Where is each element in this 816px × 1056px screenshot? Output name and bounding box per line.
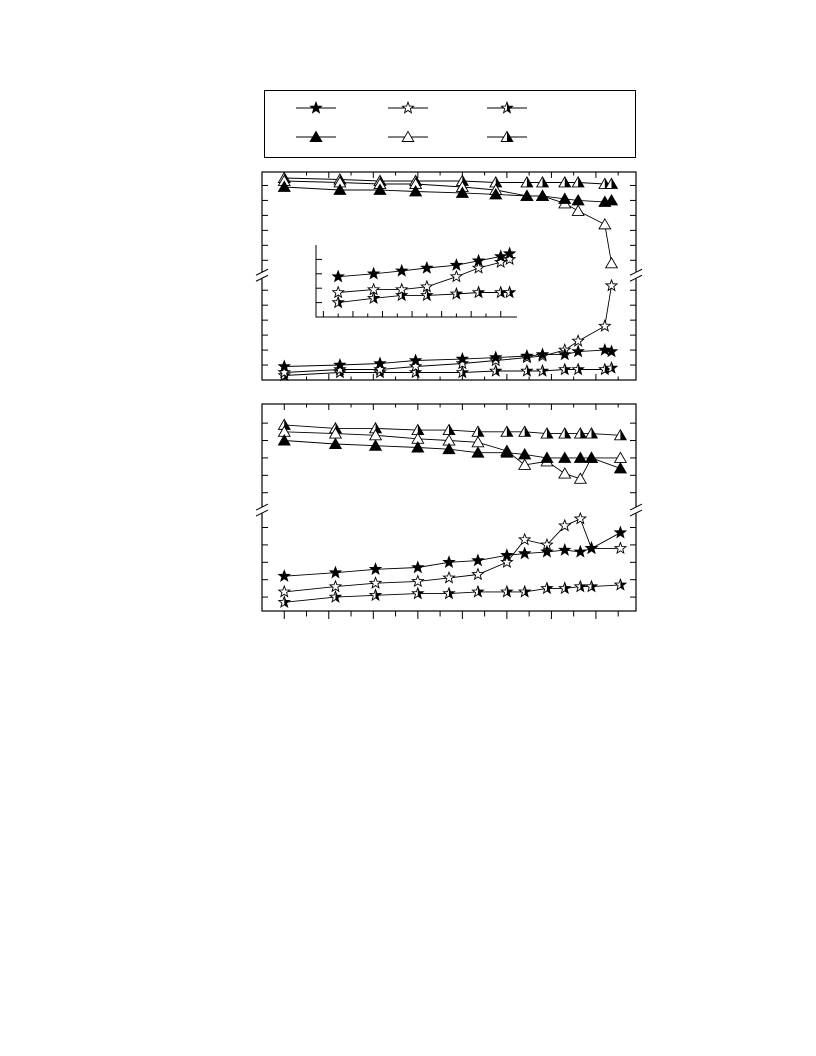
star-marker [541,546,552,556]
data-point-star-open [615,543,626,553]
star-marker [368,268,379,278]
data-point-star-filled [370,563,381,573]
triangle-marker [586,452,598,462]
data-point-star-half [537,365,548,375]
star-marker [451,259,462,269]
data-point-triangle-open [572,205,584,215]
legend-entry-triangle-filled [296,131,336,141]
legend-frame [265,91,636,158]
star-marker [443,556,454,567]
data-point-star-half [490,365,501,375]
data-point-triangle-filled [559,452,571,462]
data-point-star-filled [559,349,570,359]
data-point-star-open [412,576,423,586]
data-point-star-filled [330,567,341,577]
legend [265,91,636,158]
star-marker [573,346,584,356]
triangle-marker [606,195,618,205]
data-point-star-half [586,581,597,591]
triangle-marker [537,190,549,200]
triangle-marker [402,131,414,141]
data-point-star-open [575,513,586,523]
series-markers-star-open [279,513,626,597]
star-marker [279,586,290,596]
data-point-triangle-half [559,428,571,438]
data-point-star-open [606,280,617,290]
star-marker [615,543,626,553]
data-point-star-half [421,290,432,300]
data-point-triangle-filled [575,452,587,462]
data-point-triangle-open [615,452,627,462]
data-point-star-open [599,320,610,330]
data-point-star-filled [559,544,570,554]
data-point-triangle-half [519,426,531,436]
data-point-star-half [451,288,462,298]
data-point-star-filled [421,262,432,272]
data-point-triangle-open [575,473,587,483]
data-point-star-filled [443,556,454,567]
data-point-triangle-half [501,131,513,141]
series-markers-star-filled [333,248,515,282]
data-point-triangle-half [537,177,549,187]
data-point-star-half [495,287,506,297]
data-point-triangle-half [559,177,571,187]
data-point-star-half [412,588,423,598]
data-point-triangle-half [501,426,513,436]
chart-top [256,172,642,380]
data-point-star-filled [575,546,586,556]
data-point-triangle-open [402,131,414,141]
data-point-triangle-half [572,177,584,187]
data-point-triangle-half [521,177,533,187]
series-markers-star-half [279,579,626,607]
data-point-star-half [519,586,530,596]
star-marker [599,320,610,330]
star-marker [559,520,570,531]
data-point-star-half [370,590,381,601]
data-point-star-filled [615,527,626,537]
legend-entry-triangle-half [487,131,527,141]
data-point-star-filled [412,562,423,572]
star-marker [412,576,423,586]
data-point-star-half [504,287,515,297]
triangle-marker [310,131,322,141]
data-point-star-half [443,588,454,598]
star-marker [615,527,626,537]
inset-axes [316,245,517,317]
data-point-star-half [279,597,290,607]
data-point-star-half [573,364,584,374]
star-marker [586,543,597,553]
data-point-star-open [519,534,530,544]
star-marker [443,572,454,582]
data-point-star-half [501,586,512,596]
data-point-triangle-open [599,219,611,229]
data-point-star-half [472,586,483,596]
data-point-star-half [501,102,512,112]
data-point-star-half [333,297,344,307]
star-marker [575,513,586,523]
data-point-star-open [370,577,381,587]
data-point-star-open [559,520,570,531]
data-point-star-half [368,292,379,302]
data-point-star-filled [586,543,597,553]
data-point-triangle-filled [586,452,598,462]
legend-entry-star-filled [296,102,336,112]
data-point-star-half [559,583,570,593]
legend-entry-star-half [487,102,527,112]
triangle-marker [575,473,587,483]
data-point-star-open [451,271,462,281]
triangle-marker [615,463,627,473]
star-marker [412,562,423,572]
data-point-star-half [615,579,626,589]
data-point-star-filled [310,102,321,112]
data-point-star-half [575,581,586,591]
data-point-triangle-filled [537,190,549,200]
data-point-star-half [541,583,552,593]
star-marker [330,567,341,577]
data-point-star-half [521,365,532,375]
data-point-star-open [402,102,413,112]
legend-entry-star-open [388,102,428,112]
star-marker [396,265,407,275]
data-point-star-filled [541,546,552,556]
star-marker [472,555,483,566]
data-point-triangle-half [586,428,598,438]
triangle-marker [615,452,627,462]
data-point-star-half [330,591,341,602]
star-marker [519,548,530,558]
series-line-star-filled [338,254,509,277]
data-point-star-open [279,586,290,596]
star-marker [606,280,617,290]
triangle-marker [606,258,618,268]
data-point-star-half [559,364,570,374]
star-marker [279,570,290,580]
star-marker [370,577,381,587]
data-point-star-filled [279,570,290,580]
triangle-marker [572,205,584,215]
legend-entry-triangle-open [388,131,428,141]
series-line-triangle-open [284,181,611,263]
star-marker [421,262,432,272]
star-marker [575,546,586,556]
data-point-star-open [472,569,483,579]
data-point-triangle-filled [615,463,627,473]
star-marker [310,102,321,112]
star-marker [472,569,483,579]
star-marker [451,271,462,281]
star-marker [559,349,570,359]
star-marker [519,534,530,544]
data-point-star-filled [519,548,530,558]
chart-bottom [256,404,642,619]
chart-inset [316,245,517,317]
data-point-triangle-open [606,258,618,268]
data-point-star-filled [333,271,344,281]
data-point-star-open [330,581,341,591]
data-point-triangle-half [575,428,587,438]
data-point-star-open [443,572,454,582]
data-point-triangle-filled [310,131,322,141]
triangle-marker [575,452,587,462]
data-point-triangle-open [559,468,571,478]
star-marker [370,563,381,573]
data-point-triangle-filled [606,195,618,205]
triangle-marker [599,219,611,229]
data-point-star-half [473,287,484,297]
data-point-triangle-half [443,425,455,435]
data-point-star-filled [472,555,483,566]
data-point-star-filled [396,265,407,275]
triangle-marker [559,468,571,478]
star-marker [333,271,344,281]
star-marker [402,102,413,112]
star-marker [559,544,570,554]
triangle-marker [559,452,571,462]
data-point-star-filled [368,268,379,278]
data-point-star-filled [451,259,462,269]
data-point-star-filled [573,346,584,356]
star-marker [330,581,341,591]
